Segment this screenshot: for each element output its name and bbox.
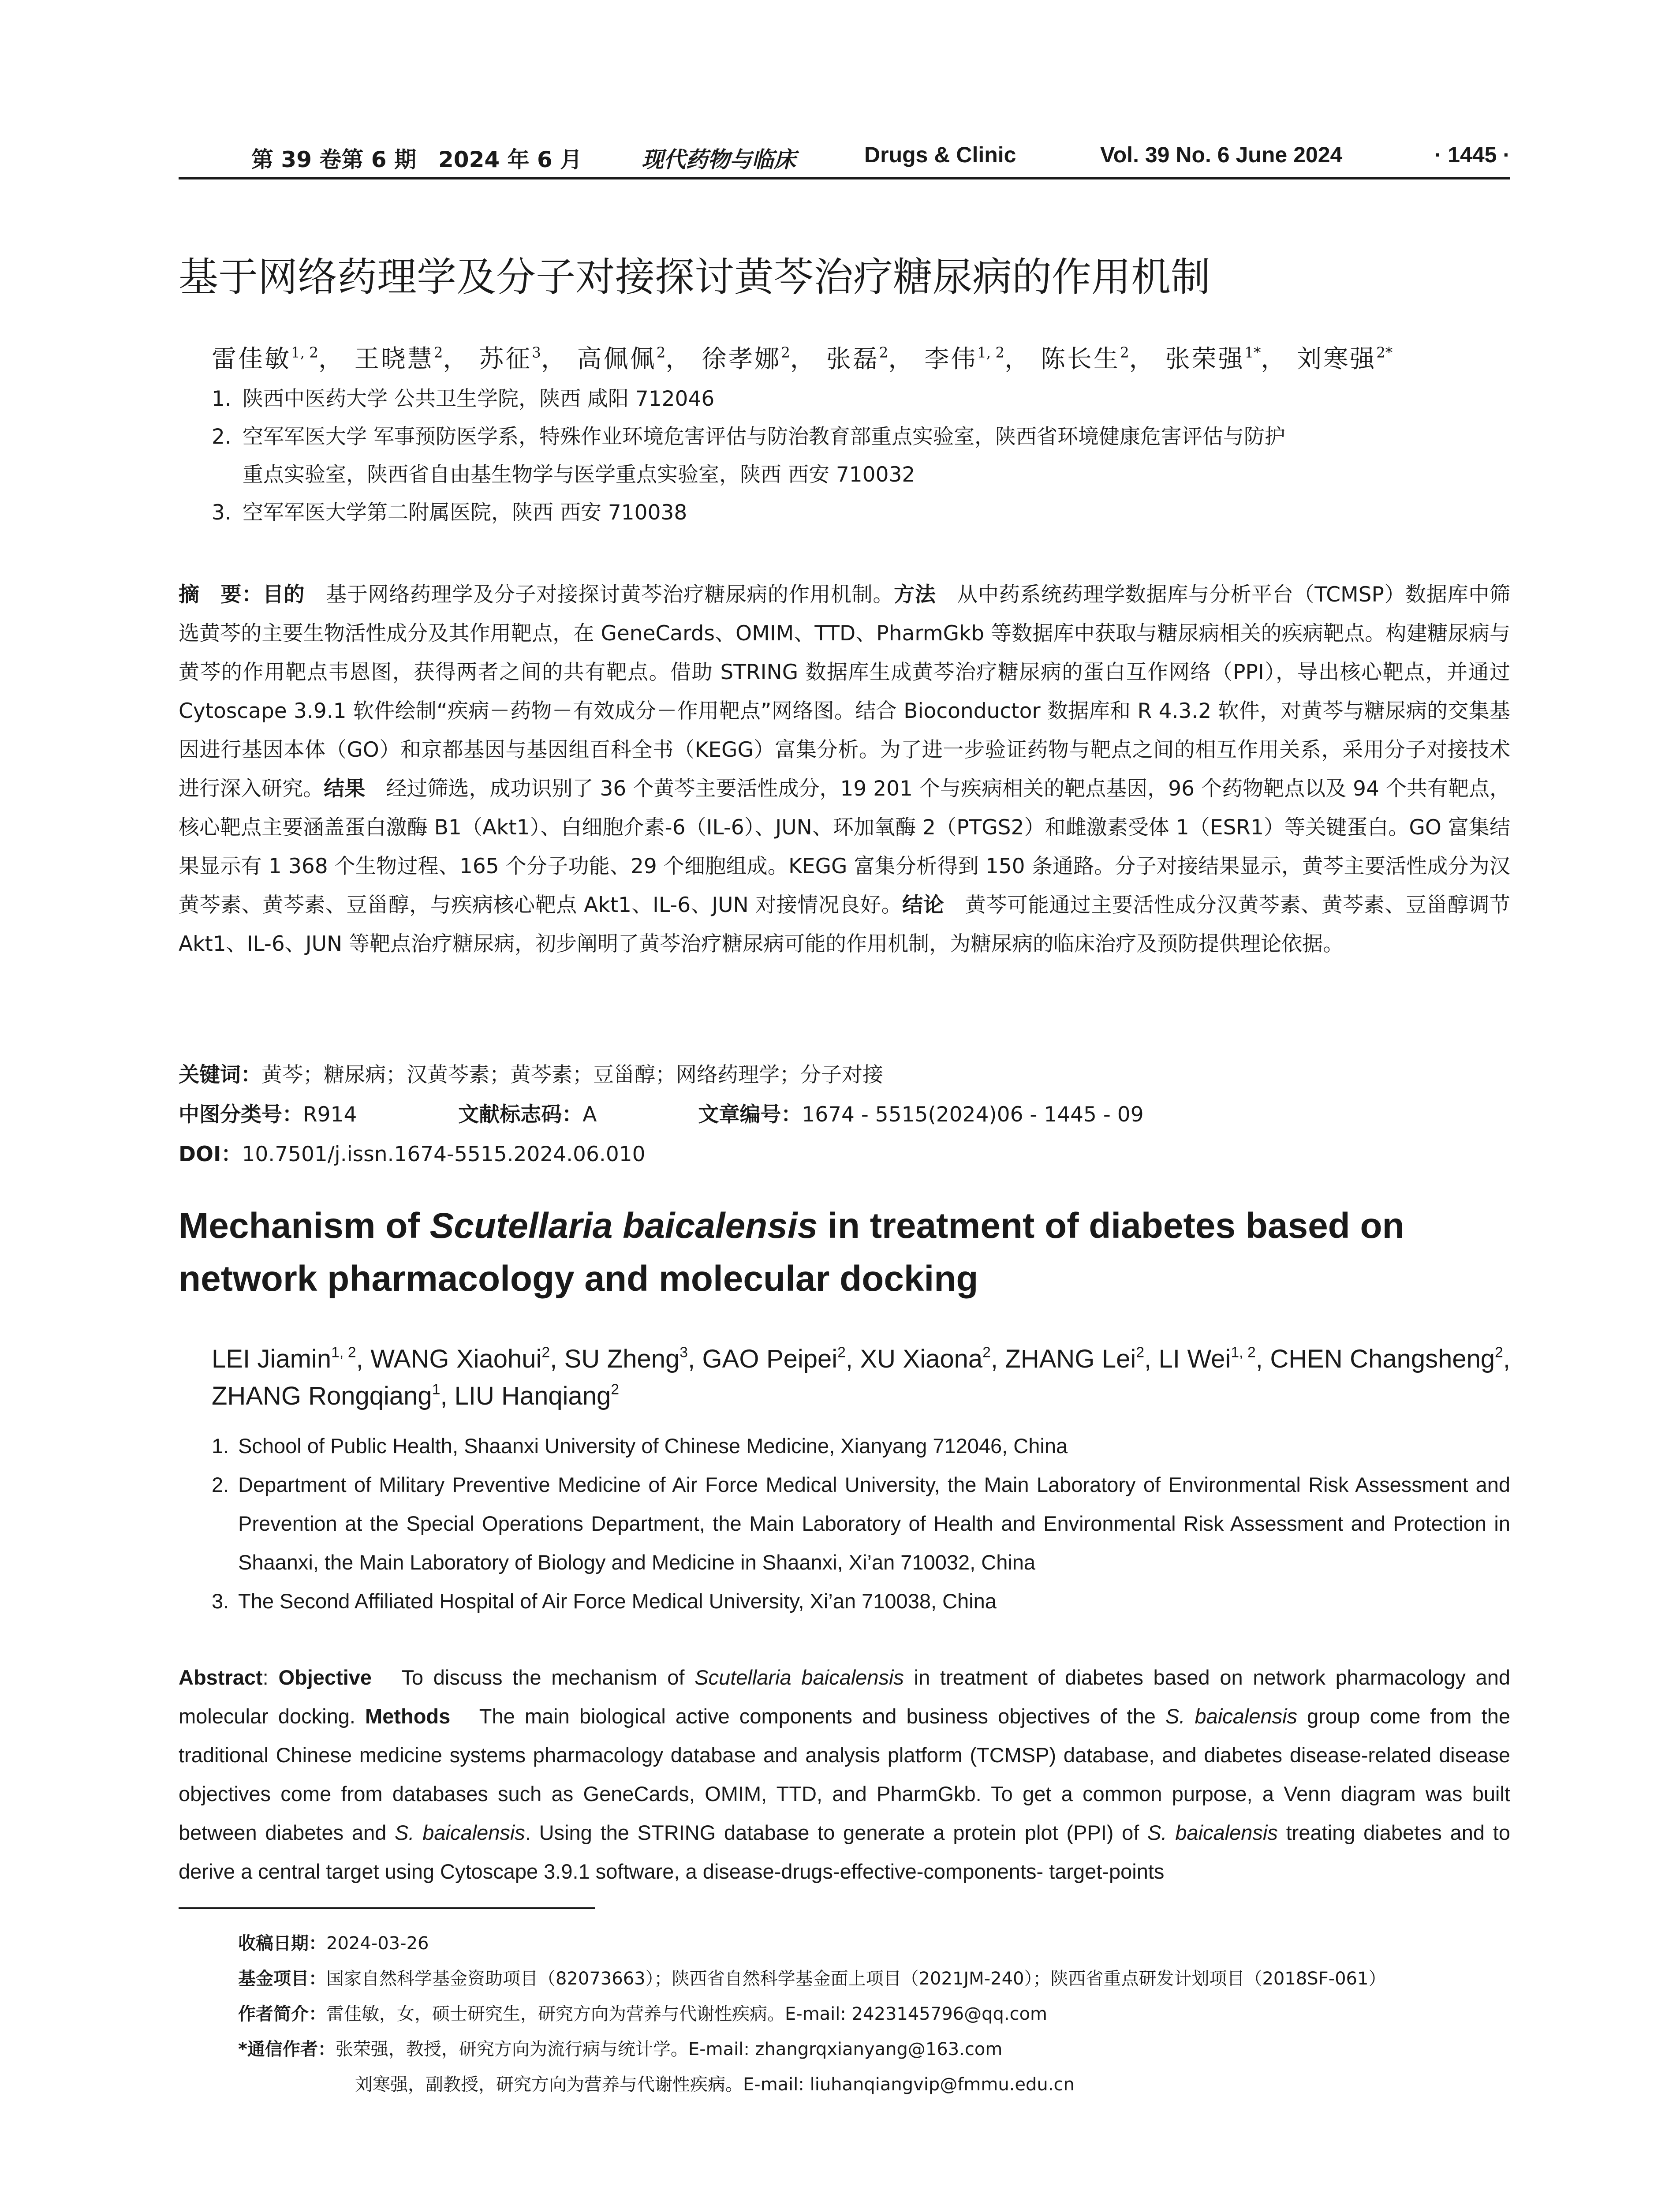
author-en: ZHANG Lei <box>1005 1345 1136 1373</box>
affiliation-en-1: 1. School of Public Health, Shaanxi University of Chinese Medicine, Xianyang 712046, China <box>212 1434 1068 1458</box>
header-journal-en: Drugs & Clinic <box>864 142 1016 167</box>
running-header <box>179 142 1510 177</box>
affiliation-cn-2-cont: 重点实验室，陕西省自由基生物学与医学重点实验室，陕西 西安 710032 <box>243 463 915 487</box>
author-cn: 高佩佩 <box>577 345 657 374</box>
abstract-cn-label: 摘 要： <box>179 583 263 607</box>
author-sup: 2 <box>433 344 443 361</box>
affiliation-cn-1: 1. 陕西中医药大学 公共卫生学院，陕西 咸阳 712046 <box>212 387 715 411</box>
doi-value[interactable]: 10.7501/j.issn.1674-5515.2024.06.010 <box>242 1142 646 1166</box>
author-en: WANG Xiaohui <box>370 1345 542 1373</box>
author-cn: 王晓慧 <box>354 345 434 374</box>
affiliation-en-3: 3. The Second Affiliated Hospital of Air Force Medical University, Xi’an 710038, China <box>212 1589 997 1613</box>
author-sup: 2 <box>879 344 889 361</box>
article-number: 1674 - 5515(2024)06 - 1445 - 09 <box>802 1102 1144 1127</box>
methods-label: 方法 <box>894 583 936 607</box>
author-en: XU Xiaona <box>860 1345 983 1373</box>
abstract-en-label: Abstract <box>179 1666 263 1689</box>
header-journal-cn: 现代药物与临床 <box>642 146 796 172</box>
clc-number: R914 <box>303 1102 357 1127</box>
header-rule <box>179 177 1510 179</box>
author-en: CHEN Changsheng <box>1270 1345 1495 1373</box>
author-cn: 张荣强 <box>1165 345 1245 374</box>
author-cn: 苏征 <box>479 345 532 374</box>
author-sup: 1, 2 <box>291 344 318 361</box>
footnote-received: 收稿日期：2024-03-26 <box>238 1933 429 1954</box>
footnote-fund: 基金项目：国家自然科学基金资助项目（82073663）；陕西省自然科学基金面上项目（2021JM-240）；陕西省重点研发计划项目（2018SF-061） <box>238 1969 1386 1989</box>
author-sup: 1* <box>1244 344 1261 361</box>
title-en: Mechanism of Scutellaria baicalensis in treatment of diabetes based on network pharmacology and molecular docking <box>179 1206 1404 1299</box>
author-sup: 2 <box>781 344 790 361</box>
objective-label: 目的 <box>262 583 305 607</box>
header-page-number: · 1445 · <box>1434 142 1510 167</box>
methods-en-label: Methods <box>365 1704 451 1728</box>
keywords-cn <box>179 1058 883 1088</box>
author-en: GAO Peipei <box>702 1345 838 1373</box>
footnote-rule <box>179 1907 595 1909</box>
authors-cn: 雷佳敏$^{1, 2}$， 王晓慧$^2$， 苏征$^3$， 高佩佩$^2$， 徐孝娜$^2$， 张磊$^2$， 李伟$^{1, 2}$， 陈长生$^2$， 张荣强$^{1*}$， 刘寒强$^{2*}$ <box>212 344 1393 374</box>
author-cn: 刘寒强 <box>1297 345 1377 374</box>
doi-line: DOI：10.7501/j.issn.1674-5515.2024.06.010 <box>179 1142 646 1166</box>
results-label: 结果 <box>324 777 366 801</box>
keywords-text: 黄芩；糖尿病；汉黄芩素；黄芩素；豆甾醇；网络药理学；分子对接 <box>261 1063 883 1087</box>
abstract-en: Abstract: Objective To discuss the mechanism of Scutellaria baicalensis in treatment of diabetes based on network pharmacology and molecular docking. Methods The main biological active components and business objectives of the S. baicalensis group come from the traditional Chinese medicine systems pharmacology database and analysis platform (TCMSP) database, and diabetes disease-related disease objectives come from databases such as GeneCards, OMIM, TTD, and PharmGkb. To get a common purpose, a Venn diagram was built between diabetes and S. baicalensis. Using the STRING database to generate a protein plot (PPI) of S. baicalensis treating diabetes and to derive a central target using Cytoscape 3.9.1 software, a disease-drugs-effective-components- target-points <box>179 1666 1510 1883</box>
classification-line: 中图分类号：R914 文献标志码：A 文章编号：1674 - 5515(2024)06 - 1445 - 09 <box>179 1102 1144 1127</box>
methods-text: 从中药系统药理学数据库与分析平台（TCMSP）数据库中筛选黄芩的主要生物活性成分及其作用靶点，在 GeneCards、OMIM、TTD、PharmGkb 等数据库中获取与糖尿病相关的疾病靶点。构建糖尿病与黄芩的作用靶点韦恩图，获得两者之间的共有靶点。借助 STRING 数据库生成黄芩治疗糖尿病的蛋白互作网络（PPI），导出核心靶点，并通过 Cytoscape 3.9.1 软件绘制“疾病－药物－有效成分－作用靶点”网络图。结合 Bioconductor 数据库和 R 4.3.2 软件，对黄芩与糖尿病的交集基因进行基因本体（GO）和京都基因与基因组百科全书（KEGG）富集分析。为了进一步验证药物与靶点之间的相互作用关系，采用分子对接技术进行深入研究。 <box>179 583 1511 801</box>
affiliation-cn-3: 3. 空军军医大学第二附属医院，陕西 西安 710038 <box>212 501 687 525</box>
author-sup: 2 <box>656 344 666 361</box>
footnote-corresponding: *通信作者：张荣强，教授，研究方向为流行病与统计学。E-mail: zhangrqxianyang@163.com <box>238 2039 1003 2059</box>
keywords-label: 关键词： <box>179 1063 261 1087</box>
author-en: LIU Hanqiang <box>454 1382 611 1410</box>
author-en: ZHANG Rongqiang <box>212 1382 432 1410</box>
title-species: Scutellaria baicalensis <box>429 1206 818 1246</box>
author-sup: 2* <box>1376 344 1393 361</box>
objective-text: 基于网络药理学及分子对接探讨黄芩治疗糖尿病的作用机制。 <box>325 583 894 607</box>
author-en: LEI Jiamin <box>212 1345 332 1373</box>
header-issue-cn: 第 39 卷第 6 期 2024 年 6 月 <box>251 147 582 172</box>
author-sup: 1, 2 <box>977 344 1005 361</box>
results-text: 经过筛选，成功识别了 36 个黄芩主要活性成分，19 201 个与疾病相关的靶点基因，96 个药物靶点以及 94 个共有靶点，核心靶点主要涵盖蛋白激酶 B1（Akt1）、白细胞介素-6（IL-6）、JUN、环加氧酶 2（PTGS2）和雌激素受体 1（ESR1）等关键蛋白。GO 富集结果显示有 1 368 个生物过程、165 个分子功能、29 个细胞组成。KEGG 富集分析得到 150 条通路。分子对接结果显示，黄芩主要活性成分为汉黄芩素、黄芩素、豆甾醇，与疾病核心靶点 Akt1、IL-6、JUN 对接情况良好。 <box>179 777 1511 917</box>
objective-en-label: Objective <box>278 1666 372 1689</box>
header-issue-en: Vol. 39 No. 6 June 2024 <box>1100 142 1343 167</box>
footnote-corresponding-2: 刘寒强，副教授，研究方向为营养与代谢性疾病。E-mail: liuhanqiangvip@fmmu.edu.cn <box>355 2074 1075 2095</box>
author-cn: 陈长生 <box>1040 345 1120 374</box>
conclusion-label: 结论 <box>902 893 945 917</box>
author-en: LI Wei <box>1158 1345 1231 1373</box>
author-cn: 雷佳敏 <box>212 345 291 374</box>
abstract-cn <box>179 576 1510 964</box>
affiliation-cn-2: 2. 空军军医大学 军事预防医学系，特殊作业环境危害评估与防治教育部重点实验室，陕西省环境健康危害评估与防护 <box>212 425 1285 449</box>
author-cn: 李伟 <box>924 345 978 374</box>
authors-en: LEI Jiamin$^{1, 2}$, WANG Xiaohui$^2$, SU Zheng$^3$, GAO Peipei$^2$, XU Xiaona$^2$, ZHANG Lei$^2$, LI Wei$^{1, 2}$, CHEN Changsheng$^2$, ZHANG Rongqiang$^1$, LIU Hanqiang$^2$ <box>212 1344 1510 1410</box>
author-cn: 徐孝娜 <box>702 345 781 374</box>
affiliation-en-2: 2. Department of Military Preventive Medicine of Air Force Medical University, the Main Laboratory of Environmental Risk Assessment and Prevention at the Special Operations Department, the Main Laboratory of Health and Environmental Risk Assessment and Protection in Shaanxi, the Main Laboratory of Biology and Medicine in Shaanxi, Xi’an 710032, China <box>212 1473 1510 1574</box>
conclusion-text: 黄芩可能通过主要活性成分汉黄芩素、黄芩素、豆甾醇调节 Akt1、IL-6、JUN 等靶点治疗糖尿病，初步阐明了黄芩治疗糖尿病可能的作用机制，为糖尿病的临床治疗及预防提供理论依据。 <box>179 893 1511 956</box>
author-cn: 张磊 <box>826 345 879 374</box>
author-en: SU Zheng <box>564 1345 680 1373</box>
document-code: A <box>582 1102 597 1127</box>
author-sup: 2 <box>1120 344 1129 361</box>
author-sup: 3 <box>532 344 541 361</box>
title-cn: 基于网络药理学及分子对接探讨黄芩治疗糖尿病的作用机制 <box>179 254 1210 300</box>
footnote-author-bio: 作者简介：雷佳敏，女，硕士研究生，研究方向为营养与代谢性疾病。E-mail: 2423145796@qq.com <box>238 2004 1048 2024</box>
